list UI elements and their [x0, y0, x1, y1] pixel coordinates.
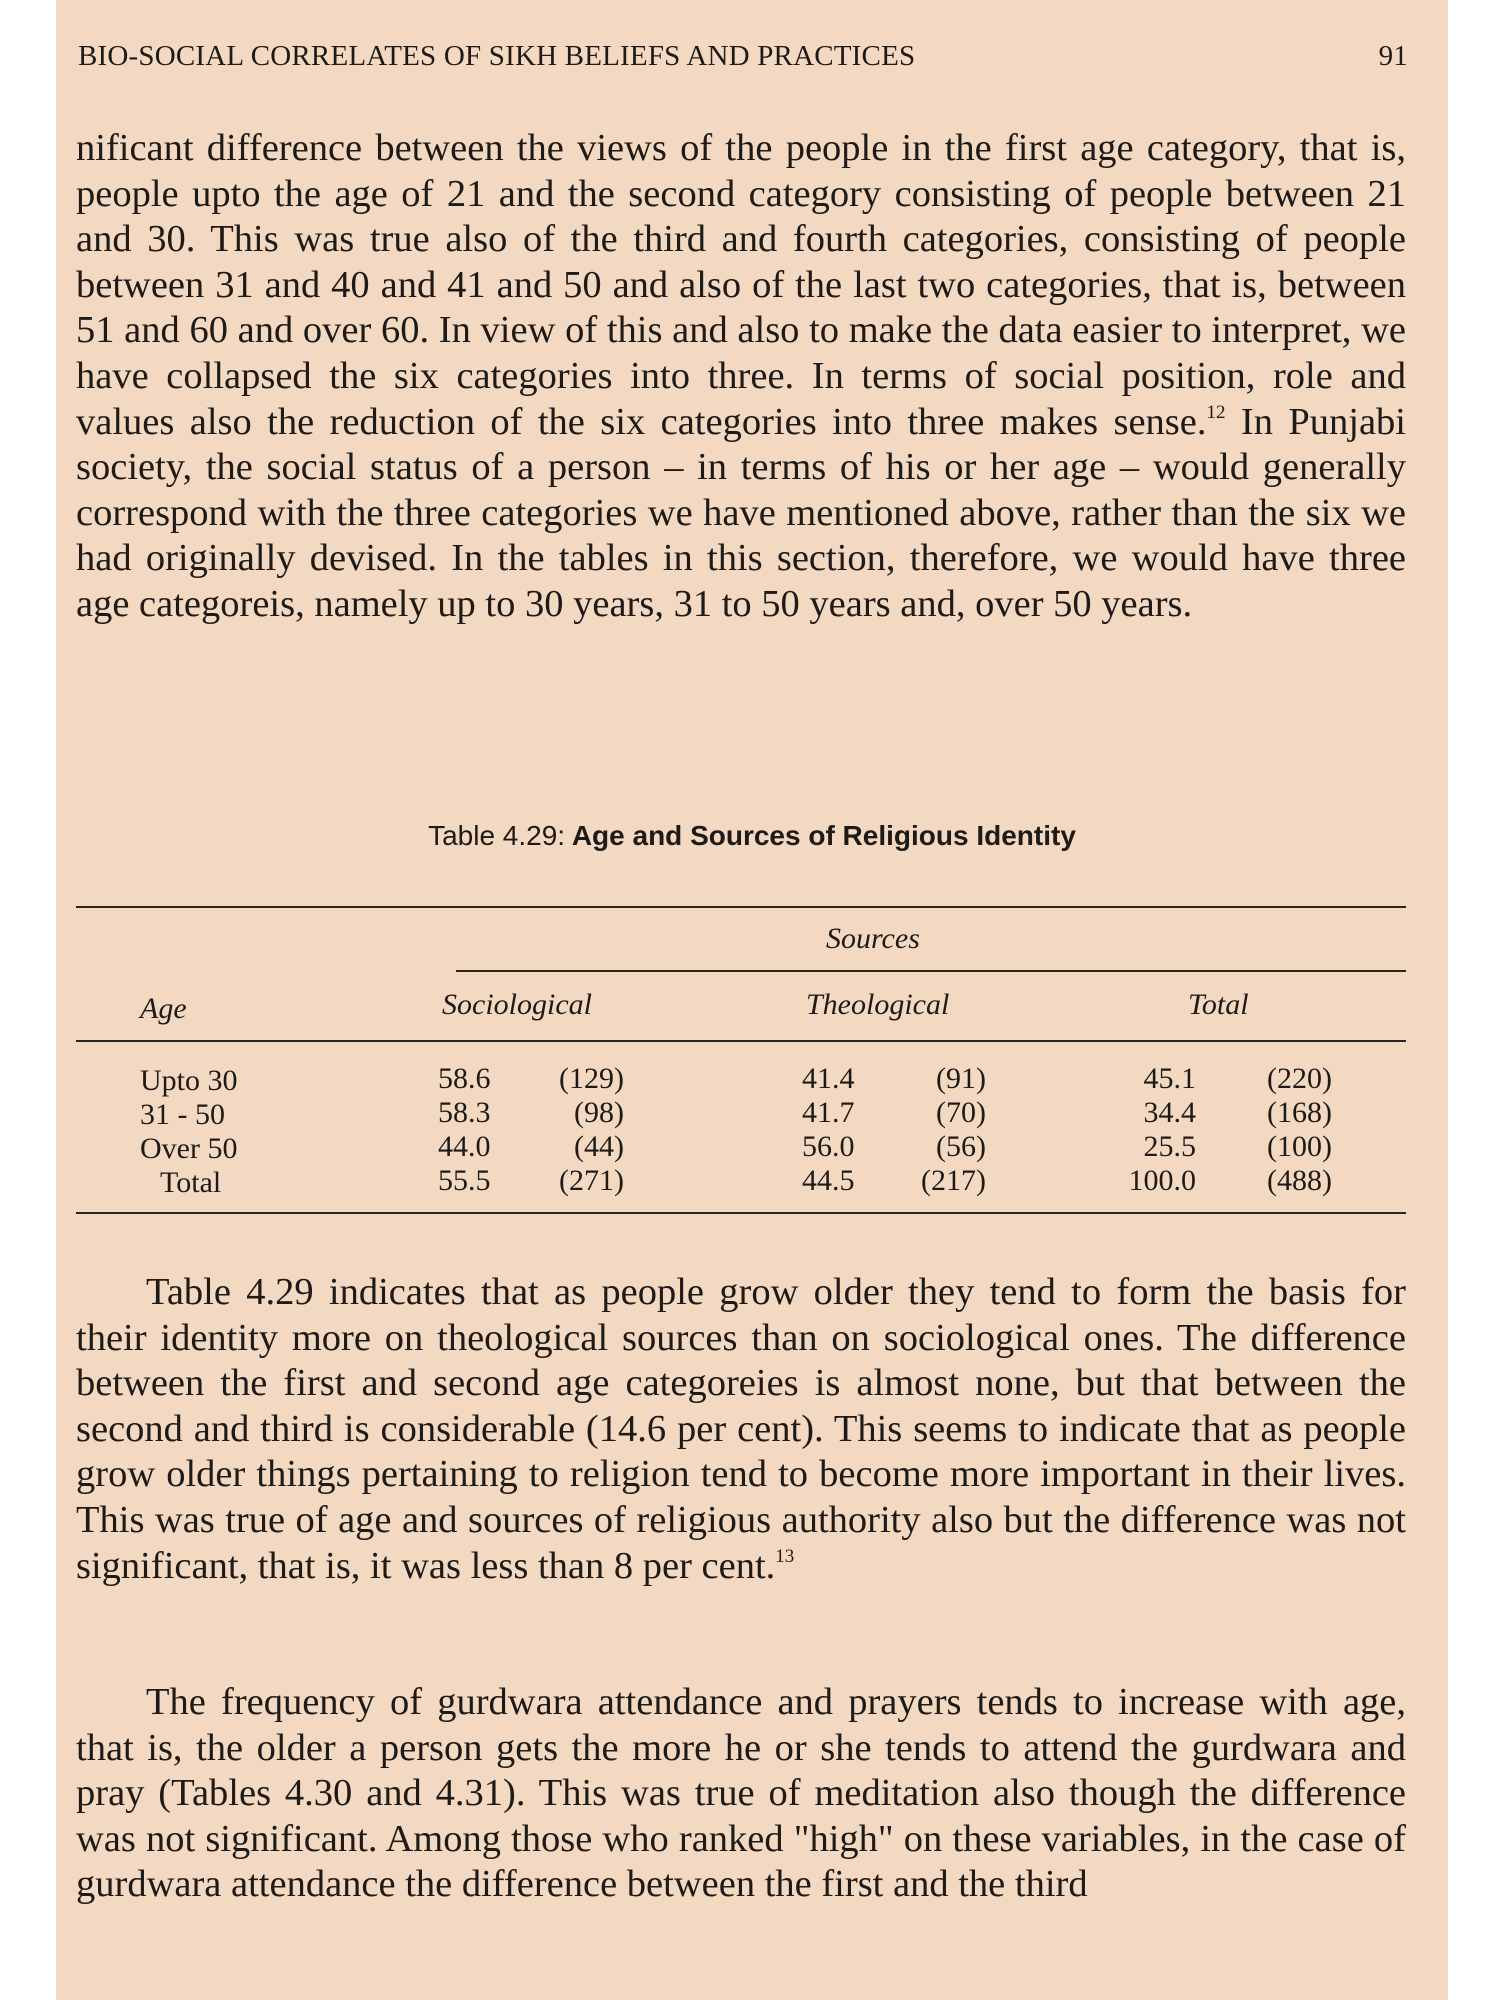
paragraph-1: [76, 126, 1406, 628]
paragraph-3: [76, 1680, 1406, 1908]
table-cell-total-n: (100): [1267, 1130, 1332, 1163]
table-caption-title: Age and Sources of Religious Identity: [571, 820, 1076, 851]
table-group-header-sources: Sources: [826, 922, 920, 955]
table-header-sociological: Sociological: [442, 988, 592, 1021]
table-cell-theo-pct: 41.4: [802, 1062, 855, 1095]
table-cell-soc-pct: 58.3: [438, 1096, 491, 1129]
table-cell-theo-pct: 56.0: [802, 1130, 855, 1163]
table-cell-soc-pct: 55.5: [438, 1164, 491, 1197]
table-cell-total-pct: 34.4: [1143, 1096, 1196, 1129]
running-header: [78, 40, 1408, 73]
table-cell-total-n: (488): [1267, 1164, 1332, 1197]
table-header-age: Age: [140, 992, 187, 1025]
table-cell-theo-pct: 44.5: [802, 1164, 855, 1197]
table-cell-soc-pct: 58.6: [438, 1062, 491, 1095]
table-cell-soc-pct: 44.0: [438, 1130, 491, 1163]
table-cell-theo-n: (56): [936, 1130, 986, 1163]
table-cell-total-pct: 100.0: [1128, 1164, 1196, 1197]
table-cell-soc-n: (98): [574, 1096, 624, 1129]
table-cell-soc-n: (271): [559, 1164, 624, 1197]
table-cell-age: Over 50: [140, 1132, 238, 1165]
table-cell-total-pct: 25.5: [1143, 1130, 1196, 1163]
table-cell-total-pct: 45.1: [1143, 1062, 1196, 1095]
paragraph-1-text-continued: In Punjabi society, the social status of a person – in terms of his or her age – would generally correspond with the three categories we have mentioned above, rather than the six we had originally devised. In the tables in this section, therefore, we would have three age categoreis, namely up to 30 years, 31 to 50 years and, over 50 years.: [76, 400, 1406, 625]
table-caption: [56, 820, 1448, 852]
paragraph-2: [76, 1270, 1406, 1589]
table-cell-age: Total: [160, 1166, 222, 1199]
table-cell-soc-n: (129): [559, 1062, 624, 1095]
table-bottom-rule: [76, 1212, 1406, 1214]
table-header-total: Total: [1188, 988, 1249, 1021]
table-cell-age: Upto 30: [140, 1064, 238, 1097]
book-page: [56, 0, 1448, 2000]
table-caption-number: Table 4.29:: [428, 820, 566, 851]
paragraph-1-text: nificant difference between the views of the people in the first age category, that is, people upto the age of 21 and the second category consisting of people between 21 and 30. This was true also of the third and fourth categories, consisting of people between 31 and 40 and 41 and 50 and also of the last two categories, that is, between 51 and 60 and over 60. In view of this and also to make the data easier to interpret, we have collapsed the six categories into three. In terms of social position, role and values also the reduction of the six categories into three makes sense.: [76, 127, 1406, 443]
table-header-theological: Theological: [806, 988, 950, 1021]
table-cell-soc-n: (44): [574, 1130, 624, 1163]
paragraph-2-text: Table 4.29 indicates that as people grow older they tend to form the basis for their identity more on theological sources than on sociological ones. The difference between the first and second age categoreies is almost none, but that between the second and third is considerable (14.6 per cent). This seems to indicate that as people grow older things pertaining to religion tend to become more important in their lives. This was true of age and sources of religious authority also but the difference was not significant, that is, it was less than 8 per cent.: [76, 1271, 1406, 1587]
table-top-rule: [76, 906, 1406, 908]
paragraph-3-text: The frequency of gurdwara attendance and prayers tends to increase with age, that is, the older a person gets the more he or she tends to attend the gurdwara and pray (Tables 4.30 and 4.31). This was true of meditation also though the difference was not significant. Among those who ranked "high" on these variables, in the case of gurdwara attendance the difference between the first and the third: [76, 1681, 1406, 1906]
running-title: BIO-SOCIAL CORRELATES OF SIKH BELIEFS AND PRACTICES: [78, 40, 916, 72]
table-cell-total-n: (220): [1267, 1062, 1332, 1095]
table-cell-theo-n: (70): [936, 1096, 986, 1129]
table-cell-theo-pct: 41.7: [802, 1096, 855, 1129]
page-number: 91: [1378, 40, 1408, 72]
table-cell-theo-n: (91): [936, 1062, 986, 1095]
table-sources-rule: [456, 970, 1406, 972]
table-header-rule: [76, 1040, 1406, 1042]
footnote-ref-12: 12: [1206, 401, 1226, 423]
table-cell-theo-n: (217): [921, 1164, 986, 1197]
footnote-ref-13: 13: [775, 1545, 795, 1567]
table-cell-total-n: (168): [1267, 1096, 1332, 1129]
table-cell-age: 31 - 50: [140, 1098, 225, 1131]
